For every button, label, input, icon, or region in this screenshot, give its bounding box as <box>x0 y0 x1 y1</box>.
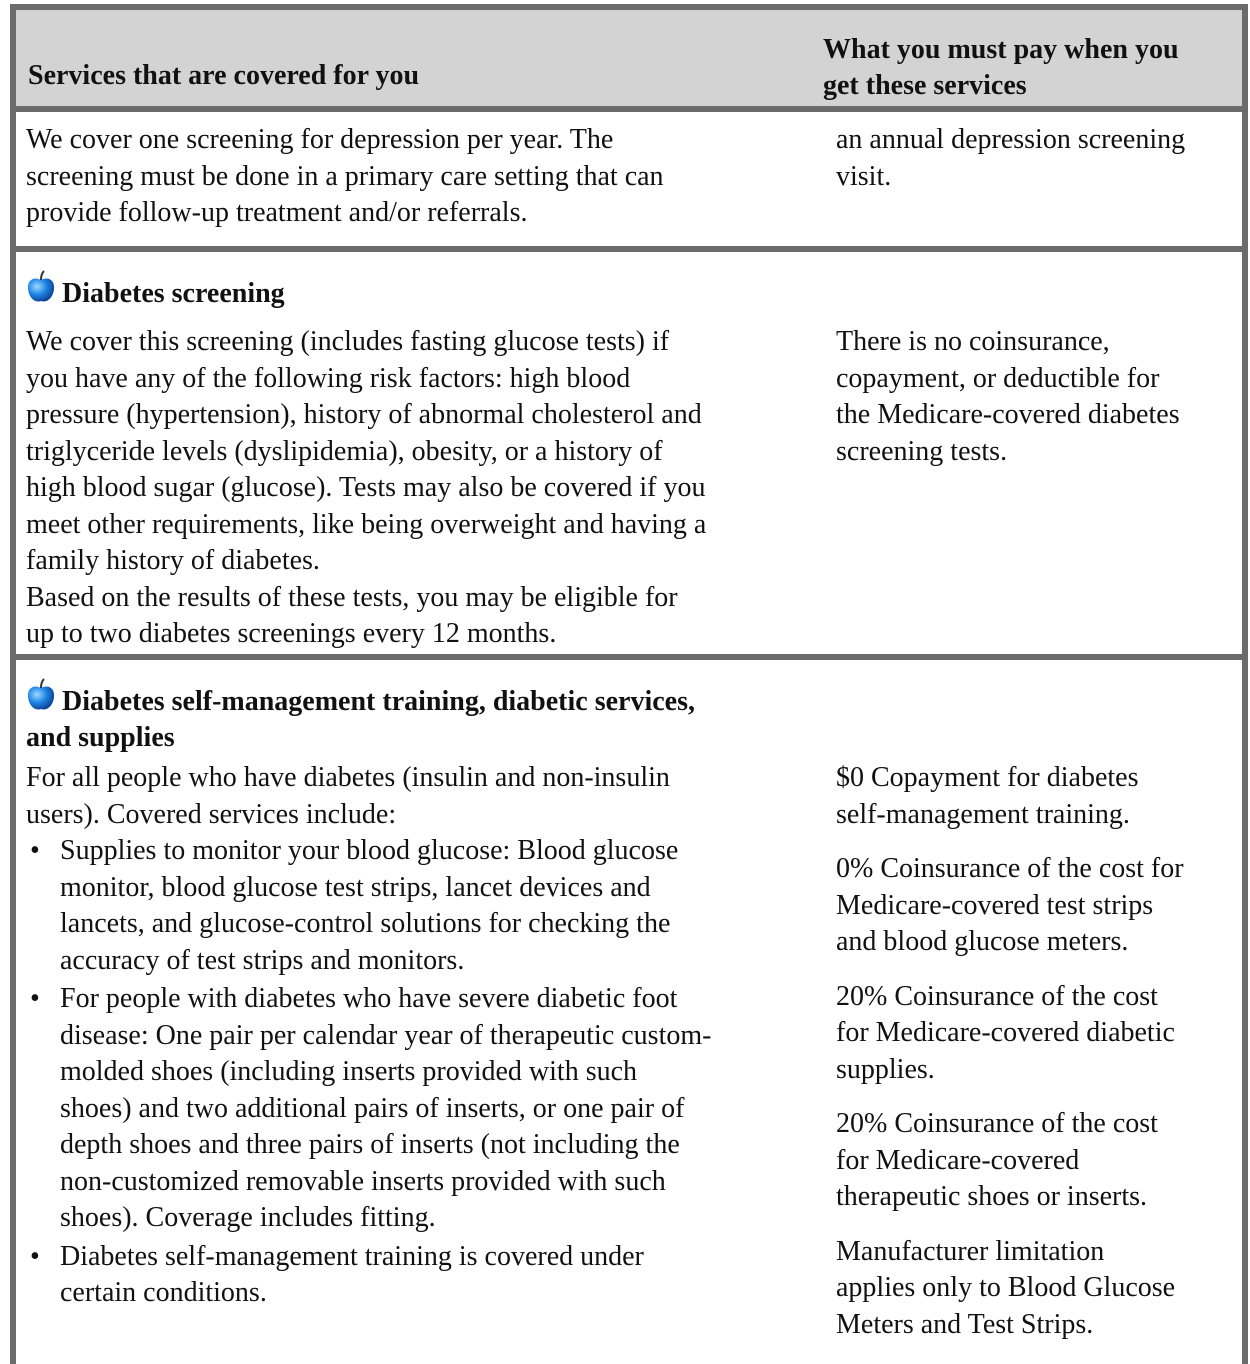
text-line: provide follow-up treatment and/or referrals. <box>26 197 528 228</box>
header-services: Services that are covered for you <box>28 60 420 91</box>
table-header <box>16 10 1242 112</box>
text-line: high blood sugar (glucose). Tests may also be covered if you <box>26 472 706 503</box>
text-line: up to two diabetes screenings every 12 months. <box>26 618 557 649</box>
row3-cost <box>836 760 1250 1361</box>
text-line: and blood glucose meters. <box>836 926 1129 957</box>
text-line: non-customized removable inserts provided with such <box>60 1165 666 1197</box>
cost-paragraph <box>836 760 1250 833</box>
text-line: 20% Coinsurance of the cost <box>836 980 1158 1012</box>
text-line: For people with diabetes who have severe diabetic foot <box>60 983 678 1014</box>
apple-icon <box>26 678 56 712</box>
text-line: screening must be done in a primary care setting that can <box>26 160 664 192</box>
text-line: therapeutic shoes or inserts. <box>836 1181 1148 1212</box>
text-line: lancets, and glucose-control solutions for checking the <box>60 908 671 939</box>
text-line: an annual depression screening <box>836 124 1186 155</box>
text-line: the Medicare-covered diabetes <box>836 399 1180 430</box>
bullet-icon: • <box>30 983 40 1014</box>
row3-title-line2: and supplies <box>26 722 175 753</box>
list-item <box>26 1239 826 1312</box>
cost-paragraph <box>836 1234 1250 1344</box>
benefits-table <box>10 4 1248 1364</box>
text-line: There is no coinsurance, <box>836 326 1110 357</box>
text-line: Based on the results of these tests, you may be eligible for <box>26 581 678 613</box>
bullet-icon: • <box>30 1240 40 1272</box>
row3-title-text1: Diabetes self-management training, diabetic services, <box>62 686 695 717</box>
text-line: Manufacturer limitation <box>836 1235 1105 1267</box>
text-line: disease: One pair per calendar year of therapeutic custom- <box>60 1019 712 1051</box>
text-line: Medicare-covered test strips <box>836 889 1154 921</box>
header-pay-line1: What you must pay when you <box>823 34 1179 65</box>
text-line: pressure (hypertension), history of abnormal cholesterol and <box>26 399 702 430</box>
text-line: 20% Coinsurance of the cost <box>836 1108 1158 1139</box>
text-line: certain conditions. <box>60 1277 267 1308</box>
text-line: Meters and Test Strips. <box>836 1308 1094 1340</box>
text-line: accuracy of test strips and monitors. <box>60 944 465 976</box>
text-line: applies only to Blood Glucose <box>836 1272 1176 1303</box>
text-line: meet other requirements, like being overweight and having a <box>26 508 707 540</box>
list-item <box>26 833 826 979</box>
cost-paragraph <box>836 1106 1250 1216</box>
row1-cost <box>836 122 1246 195</box>
text-line: shoes). Coverage includes fitting. <box>60 1202 436 1233</box>
text-line: users). Covered services include: <box>26 798 397 830</box>
row2-cost <box>836 324 1246 470</box>
text-line: for Medicare-covered diabetic <box>836 1017 1175 1048</box>
covered-services-list <box>26 833 826 1312</box>
text-line: Supplies to monitor your blood glucose: Blood glucose <box>60 835 679 866</box>
text-line: molded shoes (including inserts provided with such <box>60 1056 638 1087</box>
text-line: copayment, or deductible for <box>836 362 1160 394</box>
row2-description <box>26 324 826 653</box>
bullet-icon: • <box>30 835 40 866</box>
cost-paragraph <box>836 851 1250 961</box>
text-line: triglyceride levels (dyslipidemia), obesity, or a history of <box>26 435 663 467</box>
row2-title <box>26 270 285 312</box>
text-line: you have any of the following risk factors: high blood <box>26 362 631 394</box>
text-line: 0% Coinsurance of the cost for <box>836 853 1184 884</box>
row-divider <box>16 246 1242 252</box>
text-line: Diabetes self-management training is covered under <box>60 1240 644 1272</box>
row3-description <box>26 760 826 1314</box>
text-line: monitor, blood glucose test strips, lancet devices and <box>60 871 651 903</box>
text-line: depth shoes and three pairs of inserts (not including the <box>60 1129 680 1160</box>
row1-description <box>26 122 816 232</box>
text-line: self-management training. <box>836 798 1130 830</box>
header-pay-line2: get these services <box>823 70 1027 101</box>
text-line: screening tests. <box>836 435 1008 467</box>
cost-paragraph <box>836 979 1250 1089</box>
row3-title <box>26 678 695 756</box>
text-line: for Medicare-covered <box>836 1144 1080 1176</box>
list-item <box>26 981 826 1237</box>
text-line: We cover this screening (includes fasting glucose tests) if <box>26 326 670 357</box>
row3-title-line1 <box>26 678 695 720</box>
apple-icon <box>26 270 56 304</box>
text-line: family history of diabetes. <box>26 545 320 576</box>
row2-title-text: Diabetes screening <box>62 278 285 309</box>
text-line: shoes) and two additional pairs of inserts, or one pair of <box>60 1092 685 1124</box>
text-line: $0 Copayment for diabetes <box>836 762 1139 793</box>
header-pay <box>823 32 1179 104</box>
text-line: We cover one screening for depression per year. The <box>26 124 614 155</box>
row-divider <box>16 654 1242 660</box>
text-line: For all people who have diabetes (insulin and non-insulin <box>26 762 670 793</box>
text-line: visit. <box>836 160 892 192</box>
text-line: supplies. <box>836 1053 935 1085</box>
